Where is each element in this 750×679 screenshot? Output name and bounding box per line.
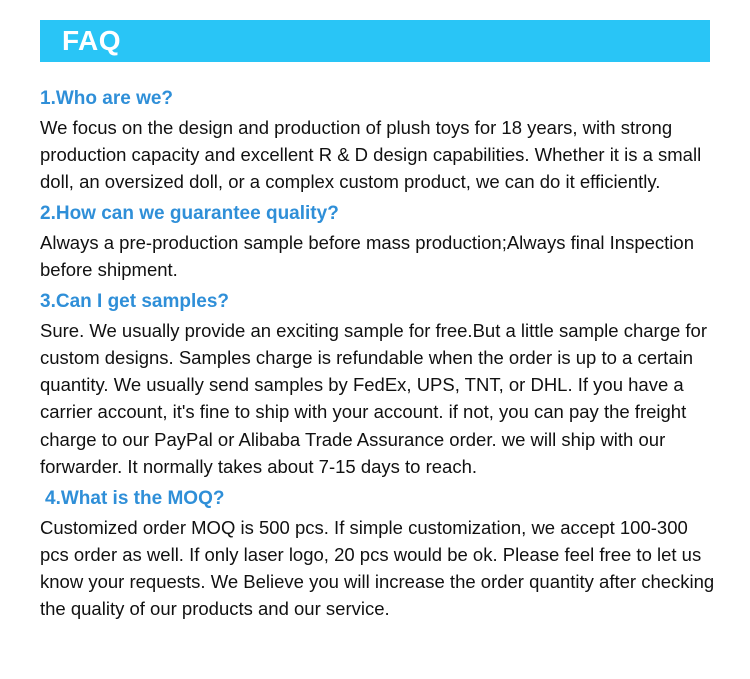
- faq-item: [40, 486, 720, 622]
- faq-question: 1.Who are we?: [40, 88, 174, 109]
- faq-header-banner: [40, 20, 710, 62]
- faq-answer: Sure. We usually provide an exciting sample for free.But a little sample charge for custom designs. Samples charge is refundable when the order is up to a certain quantity. We usually send samples by FedEx, UPS, TNT, or DHL. If you have a carrier account, it's fine to ship with your account. if not, you can pay the freight charge to our PayPal or Alibaba Trade Assurance order. we will ship with our forwarder. It normally takes about 7-15 days to reach.: [40, 319, 708, 477]
- faq-answer: Always a pre-production sample before mass production;Always final Inspection before shipment.: [40, 231, 694, 281]
- faq-title: FAQ: [62, 25, 122, 56]
- faq-item: [40, 86, 720, 195]
- faq-list: [40, 86, 720, 625]
- faq-question: 4.What is the MOQ?: [45, 487, 225, 509]
- faq-question: 2.How can we guarantee quality?: [40, 203, 339, 225]
- faq-answer: We focus on the design and production of plush toys for 18 years, with strong production capacity and excellent R & D design capabilities. Whether it is a small doll, an oversized doll, or a complex custom product, we can do it efficiently.: [40, 116, 702, 193]
- faq-answer: Customized order MOQ is 500 pcs. If simple customization, we accept 100-300 pcs order as well. If only laser logo, 20 pcs would be ok. Please feel free to let us know your requests. We Believe you will increase the order quantity after checking the quality of our products and our service.: [40, 516, 715, 620]
- faq-item: [40, 289, 720, 480]
- faq-item: [40, 201, 720, 283]
- faq-question: 3.Can I get samples?: [40, 291, 230, 313]
